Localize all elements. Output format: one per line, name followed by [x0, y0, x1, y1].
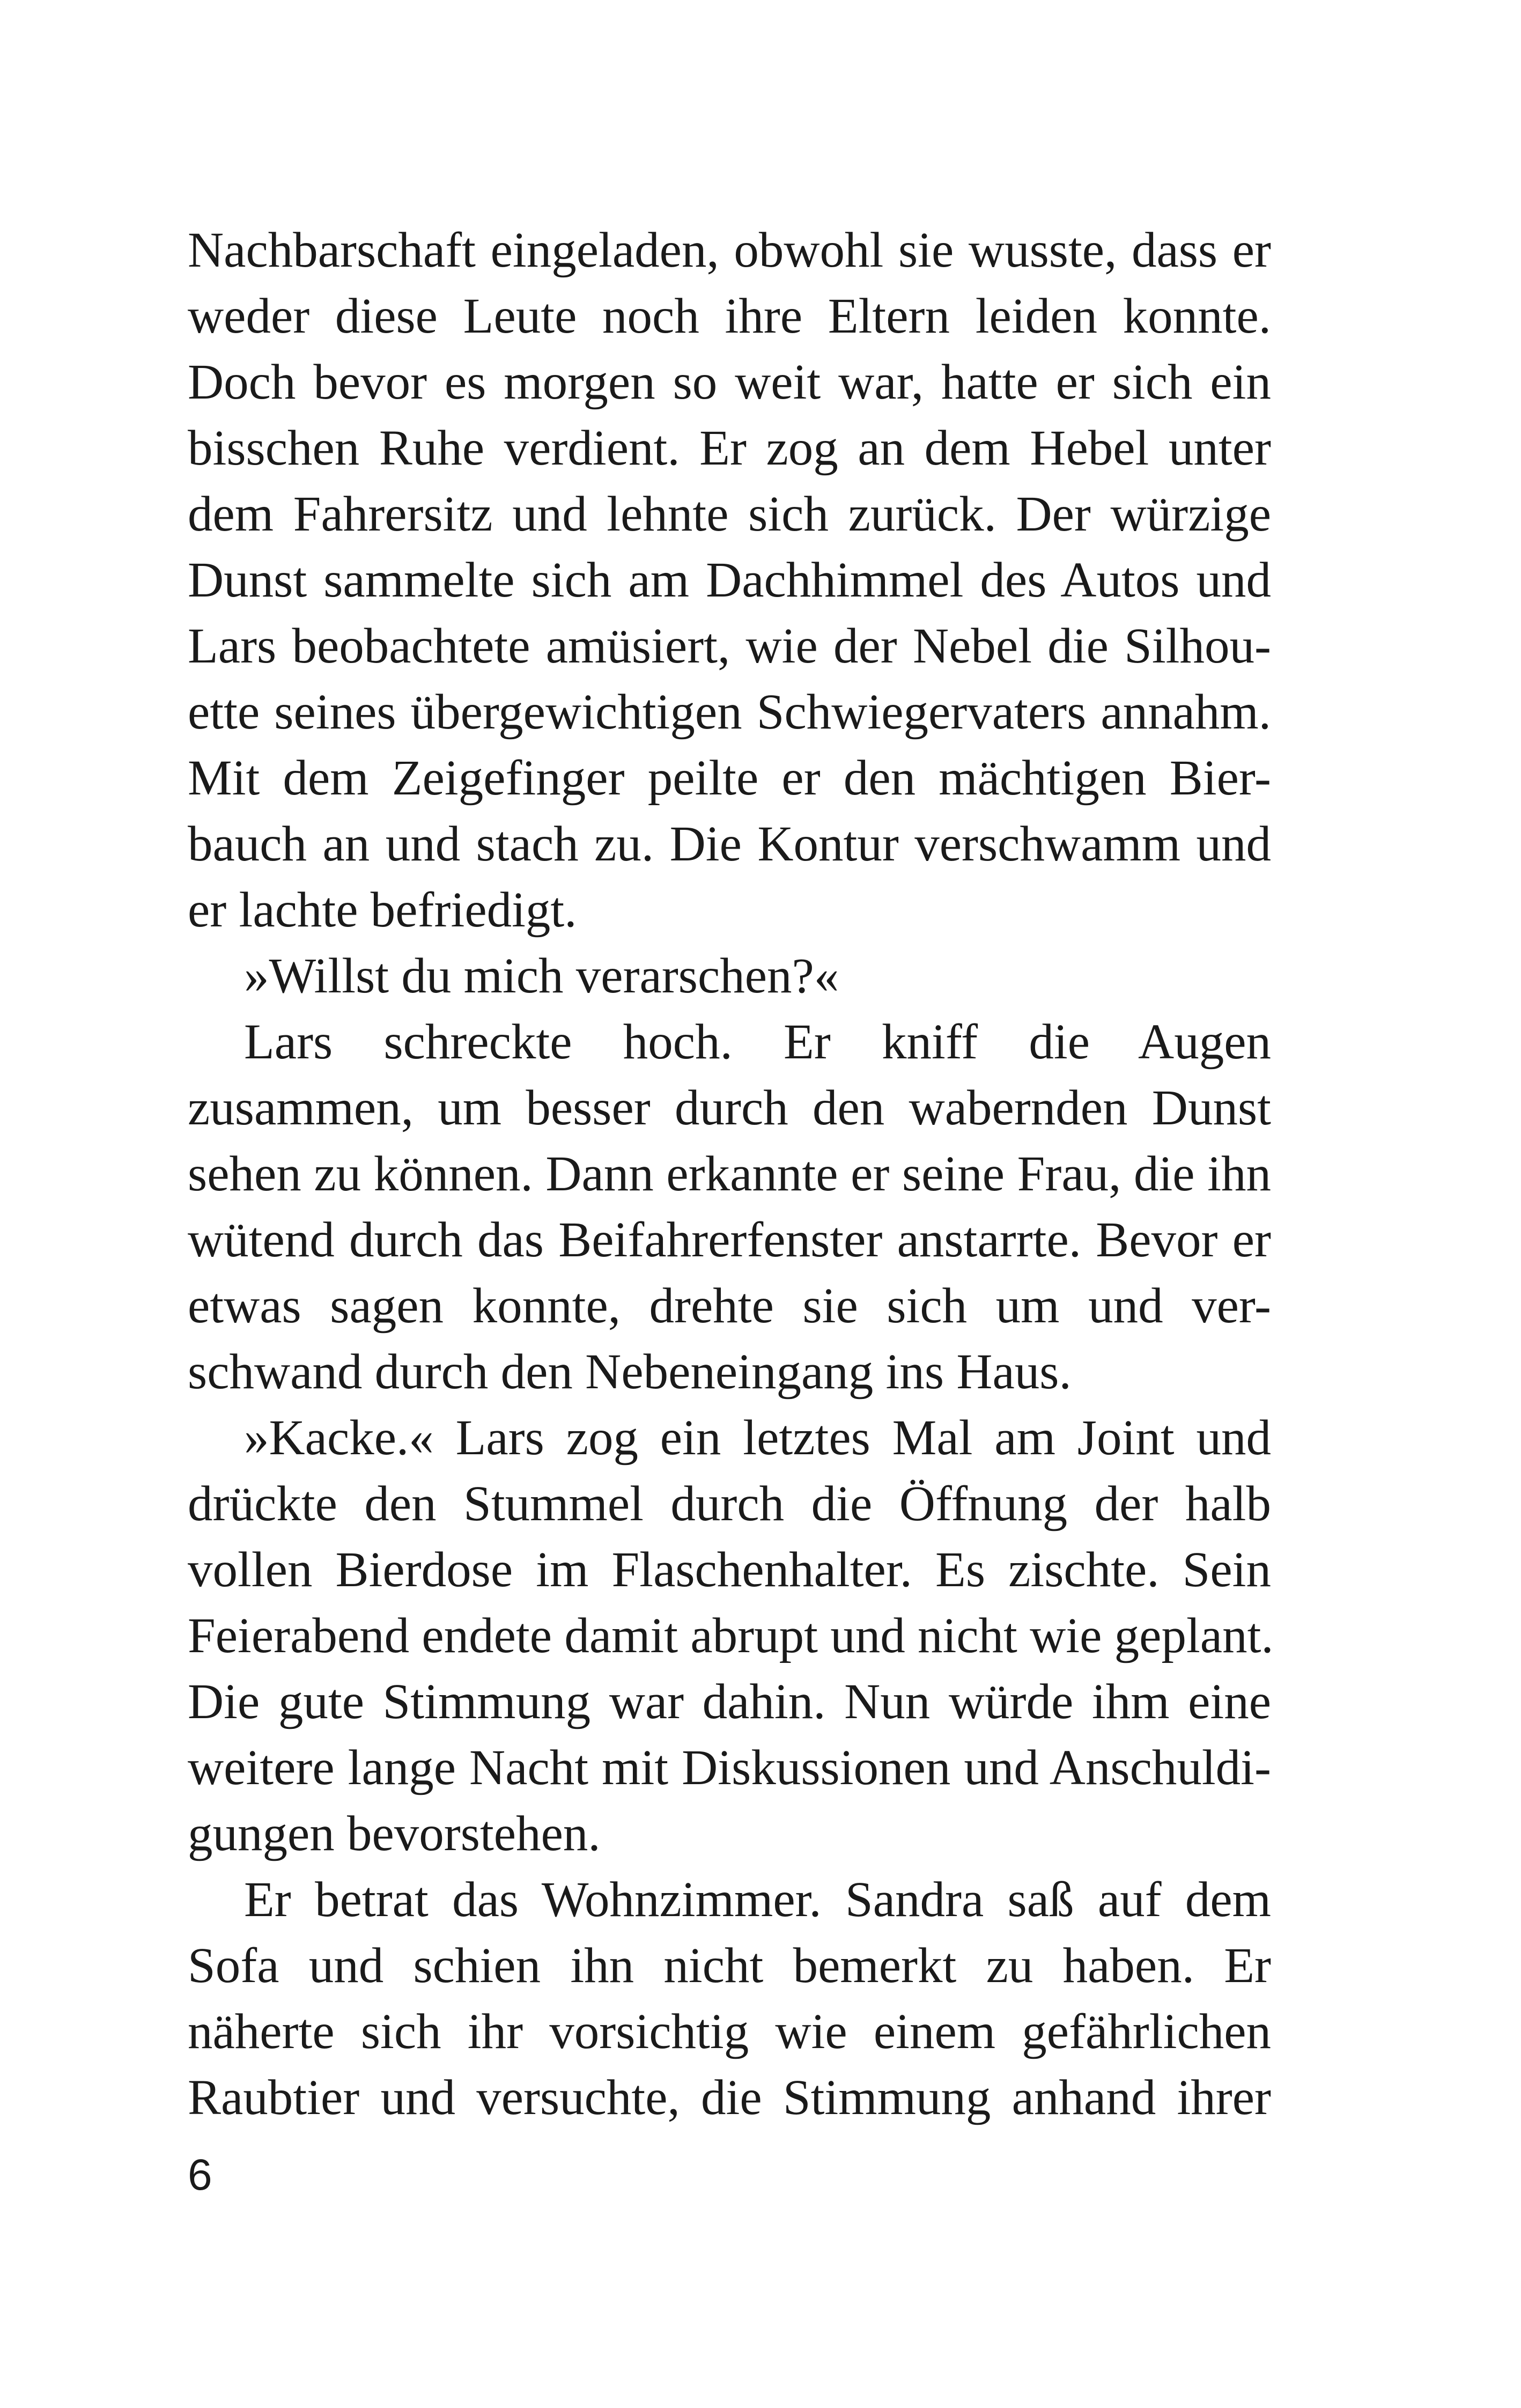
text-line: Lars schreckte hoch. Er kniff die Augen: [244, 1014, 1271, 1070]
page-number: 6: [188, 2151, 212, 2199]
text-line: Raubtier und versuchte, die Stimmung anhand ihrer: [188, 2070, 1271, 2125]
text-line: »Willst du mich verarschen?«: [244, 948, 839, 1004]
text-line: sehen zu können. Dann erkannte er seine Frau, die ihn: [188, 1146, 1271, 1202]
text-line: ette seines übergewichtigen Schwiegervaters annahm.: [188, 684, 1271, 740]
text-line: gungen bevorstehen.: [188, 1806, 601, 1861]
text-line: Doch bevor es morgen so weit war, hatte er sich ein: [188, 355, 1271, 410]
text-line: näherte sich ihr vorsichtig wie einem gefährlichen: [188, 2004, 1271, 2059]
text-line: Feierabend endete damit abrupt und nicht wie geplant.: [188, 1608, 1274, 1663]
text-line: weitere lange Nacht mit Diskussionen und Anschuldi-: [188, 1740, 1271, 1795]
text-line: etwas sagen konnte, drehte sie sich um und ver-: [188, 1278, 1271, 1334]
text-line: vollen Bierdose im Flaschenhalter. Es zischte. Sein: [188, 1542, 1271, 1597]
text-line: Nachbarschaft eingeladen, obwohl sie wusste, dass er: [188, 223, 1271, 278]
text-line: wütend durch das Beifahrerfenster anstarrte. Bevor er: [188, 1212, 1271, 1268]
text-line: Sofa und schien ihn nicht bemerkt zu haben. Er: [188, 1938, 1271, 1993]
text-line: weder diese Leute noch ihre Eltern leiden konnte.: [188, 289, 1271, 344]
text-line: Mit dem Zeigefinger peilte er den mächtigen Bier-: [188, 750, 1271, 806]
text-line: Er betrat das Wohnzimmer. Sandra saß auf dem: [244, 1872, 1271, 1927]
text-line: er lachte befriedigt.: [188, 882, 577, 938]
text-line: dem Fahrersitz und lehnte sich zurück. Der würzige: [188, 487, 1271, 542]
text-line: bauch an und stach zu. Die Kontur verschwamm und: [188, 816, 1271, 872]
text-line: Die gute Stimmung war dahin. Nun würde ihm eine: [188, 1674, 1271, 1729]
text-line: zusammen, um besser durch den wabernden Dunst: [188, 1080, 1271, 1136]
text-line: bisschen Ruhe verdient. Er zog an dem Hebel unter: [188, 421, 1271, 476]
text-line: Lars beobachtete amüsiert, wie der Nebel die Silhou-: [188, 618, 1271, 674]
text-line: schwand durch den Nebeneingang ins Haus.: [188, 1344, 1072, 1400]
text-line: drückte den Stummel durch die Öffnung der halb: [188, 1476, 1271, 1531]
text-line: Dunst sammelte sich am Dachhimmel des Autos und: [188, 553, 1271, 608]
body-text: [188, 217, 1274, 2131]
text-line: »Kacke.« Lars zog ein letztes Mal am Joint und: [244, 1410, 1271, 1466]
